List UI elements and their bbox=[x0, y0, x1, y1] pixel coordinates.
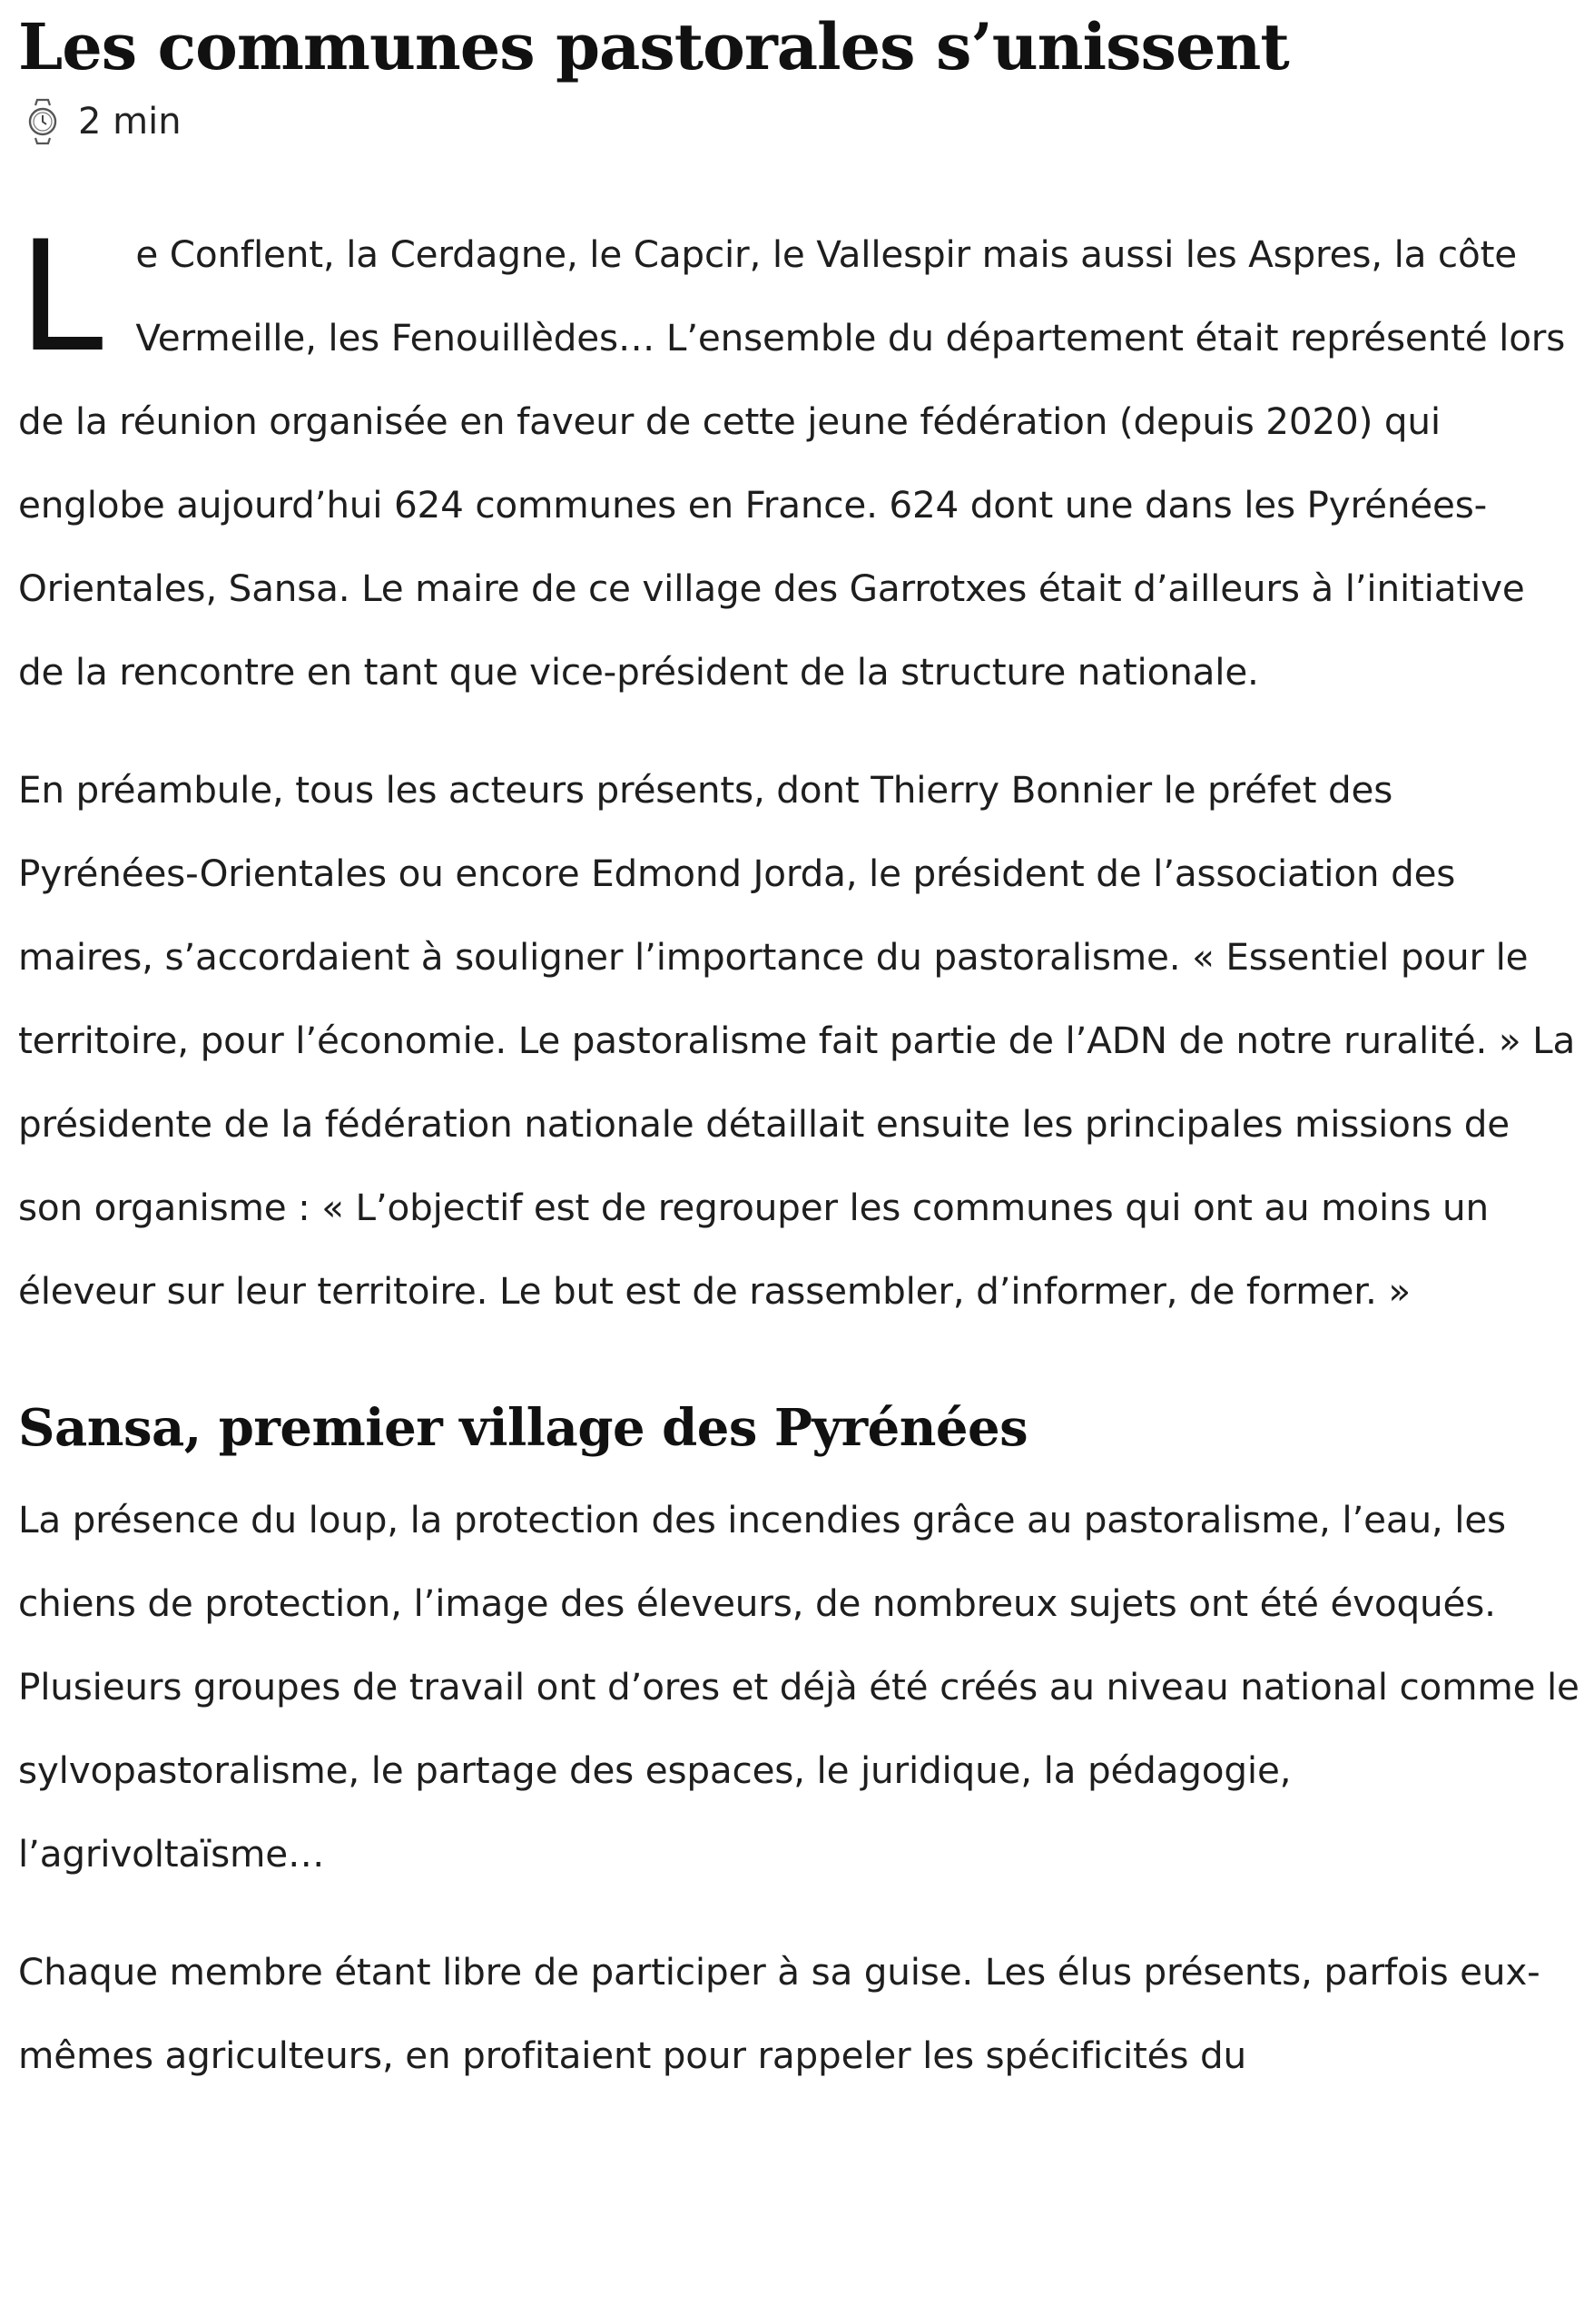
paragraph-1 bbox=[18, 208, 1579, 714]
paragraph-3: La présence du loup, la protection des incendies grâce au pastoralisme, l’eau, les chiens de protection, l’image des éleveurs, de nombreux sujets ont été évoqués. Plusieurs groupes de travail ont d’ores et déjà été créés au niveau national comme le sylvopastoralisme, le partage des espaces, le juridique, la pédagogie, l’agrivoltaïsme… bbox=[18, 1498, 1579, 1876]
section-subheading: Sansa, premier village des Pyrénées bbox=[18, 1398, 1028, 1458]
article-title: Les communes pastorales s’unissent bbox=[18, 9, 1289, 84]
paragraph-4: Chaque membre étant libre de participer à sa guise. Les élus présents, parfois eux-mêmes agriculteurs, en profitaient pour rappeler les spécificités du bbox=[18, 1950, 1540, 2077]
article bbox=[18, 0, 1579, 2097]
watch-icon bbox=[27, 98, 58, 145]
paragraph-1-text: e Conflent, la Cerdagne, le Capcir, le Vallespir mais aussi les Aspres, la côte Vermeille, les Fenouillèdes… L’ensemble du département était représenté lors de la réunion organisée en faveur de cette jeune fédération (depuis 2020) qui englobe aujourd’hui 624 communes en France. 624 dont une dans les Pyrénées-Orientales, Sansa. Le maire de ce village des Garrotxes était d’ailleurs à l’initiative de la rencontre en tant que vice-président de la structure nationale. bbox=[18, 232, 1566, 694]
paragraph-2: En préambule, tous les acteurs présents, dont Thierry Bonnier le préfet des Pyrénées-Orientales ou encore Edmond Jorda, le président de l’association des maires, s’accordaient à souligner l’importance du pastoralisme. « Essentiel pour le territoire, pour l’économie. Le pastoralisme fait partie de l’ADN de notre ruralité. » La présidente de la fédération nationale détaillait ensuite les principales missions de son organisme : « L’objectif est de regrouper les communes qui ont au moins un éleveur sur leur territoire. Le but est de rassembler, d’informer, de former. » bbox=[18, 768, 1576, 1313]
read-time: 2 min bbox=[78, 101, 182, 143]
read-time-meta bbox=[18, 94, 1579, 149]
dropcap-letter: L bbox=[18, 208, 103, 386]
